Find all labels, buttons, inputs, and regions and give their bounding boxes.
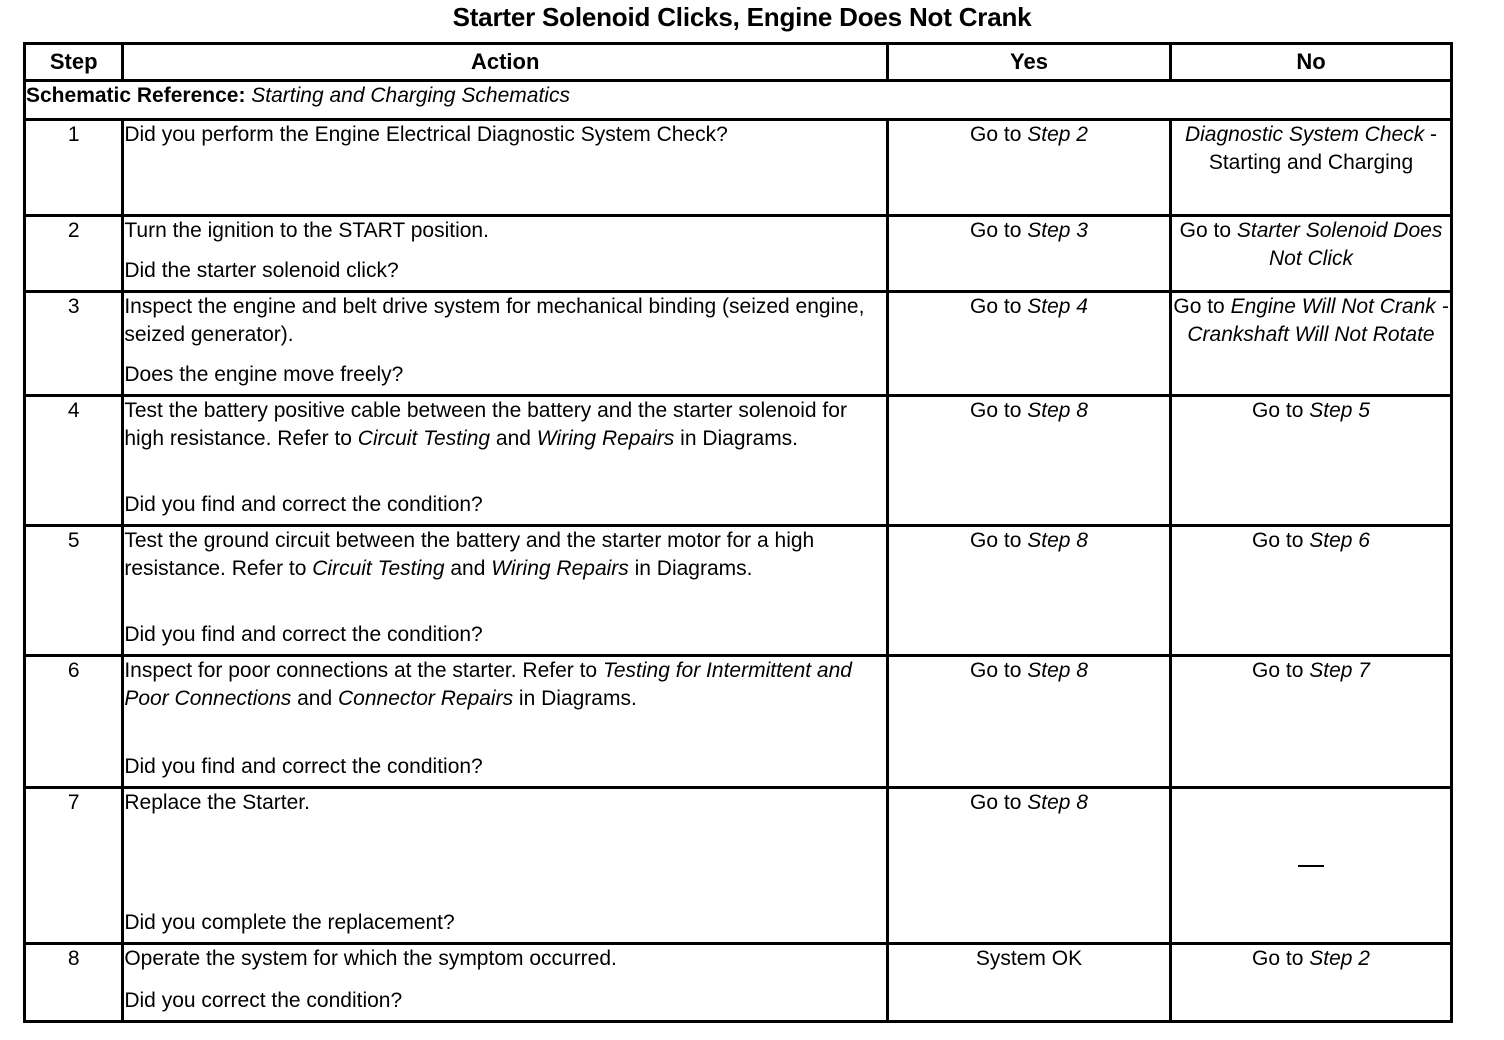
action-instruction	[124, 121, 886, 149]
reference-text: Step 8	[1027, 529, 1088, 552]
reference-text: Step 6	[1309, 529, 1370, 552]
action-cell	[123, 120, 888, 216]
action-question	[124, 257, 886, 285]
action-question	[124, 361, 886, 389]
yes-outcome	[888, 788, 1171, 944]
page-title: Starter Solenoid Clicks, Engine Does Not Crank	[452, 2, 1032, 32]
step-number: 1	[25, 120, 123, 216]
text-segment: in Diagrams.	[513, 687, 637, 710]
action-instruction	[124, 527, 886, 583]
text-segment: Go to	[1252, 399, 1310, 422]
text-segment: Go to	[970, 123, 1028, 146]
table-header-row	[25, 44, 1452, 81]
step-number: 5	[25, 526, 123, 656]
reference-text: Connector Repairs	[338, 687, 514, 710]
text-segment: Go to	[970, 295, 1028, 318]
yes-outcome	[888, 120, 1171, 216]
text-segment: Did you find and correct the condition?	[124, 493, 483, 516]
text-segment: Go to	[970, 791, 1028, 814]
text-segment: Did you find and correct the condition?	[124, 623, 483, 646]
reference-text: Step 4	[1027, 295, 1088, 318]
no-outcome	[1171, 656, 1452, 788]
no-outcome	[1171, 788, 1452, 944]
action-instruction	[124, 657, 886, 713]
yes-outcome	[888, 292, 1171, 396]
header-yes: Yes	[888, 44, 1171, 81]
text-segment: Did you find and correct the condition?	[124, 755, 483, 778]
step-number: 8	[25, 944, 123, 1022]
text-segment: Did you complete the replacement?	[124, 911, 455, 934]
action-question	[124, 909, 886, 937]
step-number: 6	[25, 656, 123, 788]
reference-text: Step 8	[1027, 791, 1088, 814]
action-question	[124, 491, 886, 519]
schematic-reference-label: Schematic Reference:	[26, 84, 246, 107]
action-cell	[123, 656, 888, 788]
reference-text: Wiring Repairs	[491, 557, 629, 580]
schematic-reference	[25, 81, 1452, 120]
header-step: Step	[25, 44, 123, 81]
action-cell	[123, 944, 888, 1022]
reference-text: Step 8	[1027, 659, 1088, 682]
diagnostic-table	[23, 42, 1453, 1023]
text-segment: Turn the ignition to the START position.	[124, 219, 489, 242]
step-number: 7	[25, 788, 123, 944]
reference-text: Diagnostic System Check	[1184, 123, 1425, 146]
text-segment: Did the starter solenoid click?	[124, 259, 399, 282]
action-question	[124, 753, 886, 781]
action-instruction	[124, 293, 886, 349]
text-segment: Go to	[1173, 295, 1231, 318]
table-body	[25, 81, 1452, 1022]
text-segment: Go to	[1252, 529, 1310, 552]
text-segment: Go to	[1252, 947, 1310, 970]
text-segment: Go to	[970, 399, 1028, 422]
text-segment: Does the engine move freely?	[124, 363, 404, 386]
text-segment: and	[444, 557, 492, 580]
text-segment: and	[490, 427, 537, 450]
table-row	[25, 656, 1452, 788]
text-segment: Did you correct the condition?	[124, 989, 403, 1012]
action-cell	[123, 526, 888, 656]
action-cell	[123, 396, 888, 526]
action-cell	[123, 292, 888, 396]
step-number: 2	[25, 216, 123, 292]
yes-outcome	[888, 526, 1171, 656]
no-outcome	[1171, 120, 1452, 216]
step-number: 3	[25, 292, 123, 396]
text-segment: Go to	[970, 529, 1028, 552]
reference-text: Step 5	[1309, 399, 1370, 422]
text-segment: Test the battery positive cable between the battery and the starter solenoid for high resistance. Refer to	[124, 399, 847, 450]
reference-text: Step 2	[1309, 947, 1370, 970]
text-segment: Go to	[1252, 659, 1310, 682]
header-no: No	[1171, 44, 1452, 81]
action-cell	[123, 216, 888, 292]
yes-outcome	[888, 944, 1171, 1022]
yes-outcome	[888, 656, 1171, 788]
reference-text: Step 3	[1027, 219, 1088, 242]
not-applicable-dash	[1298, 865, 1324, 867]
table-row	[25, 396, 1452, 526]
table-row	[25, 216, 1452, 292]
table-row	[25, 526, 1452, 656]
action-cell	[123, 788, 888, 944]
no-outcome	[1171, 526, 1452, 656]
action-instruction	[124, 789, 886, 817]
reference-text: Wiring Repairs	[536, 427, 675, 450]
reference-text: Testing for Intermittent and Poor Connections	[124, 659, 852, 710]
table-row	[25, 292, 1452, 396]
action-question	[124, 987, 886, 1015]
table-row	[25, 120, 1452, 216]
no-outcome	[1171, 216, 1452, 292]
schematic-reference-link: Starting and Charging Schematics	[251, 84, 570, 107]
action-instruction	[124, 217, 886, 245]
reference-text: Starter Solenoid Does Not Click	[1236, 219, 1443, 270]
text-segment: Inspect for poor connections at the starter. Refer to	[124, 659, 603, 682]
yes-outcome	[888, 216, 1171, 292]
text-segment: Go to	[1179, 219, 1237, 242]
text-segment: Replace the Starter.	[124, 791, 310, 814]
no-outcome	[1171, 292, 1452, 396]
reference-text: Engine Will Not Crank - Crankshaft Will Not Rotate	[1187, 295, 1449, 346]
reference-text: Circuit Testing	[357, 427, 491, 450]
reference-text: Step 2	[1027, 123, 1088, 146]
text-segment: System OK	[975, 947, 1083, 970]
no-outcome	[1171, 944, 1452, 1022]
text-segment: Operate the system for which the symptom occurred.	[124, 947, 617, 970]
no-outcome	[1171, 396, 1452, 526]
table-row	[25, 788, 1452, 944]
text-segment: in Diagrams.	[674, 427, 799, 450]
table-row	[25, 944, 1452, 1022]
action-instruction	[124, 945, 886, 973]
text-segment: in Diagrams.	[628, 557, 753, 580]
text-segment: and	[291, 687, 338, 710]
text-segment: Go to	[970, 219, 1028, 242]
text-segment: Inspect the engine and belt drive system for mechanical binding (seized engine, seized generator).	[124, 295, 865, 346]
header-action: Action	[123, 44, 888, 81]
reference-text: Step 8	[1027, 399, 1088, 422]
text-segment: Test the ground circuit between the battery and the starter motor for a high resistance. Refer to	[124, 529, 815, 580]
schematic-reference-row	[25, 81, 1452, 120]
text-segment: Did you perform the Engine Electrical Diagnostic System Check?	[124, 123, 728, 146]
reference-text: Step 7	[1309, 659, 1370, 682]
step-number: 4	[25, 396, 123, 526]
text-segment: Go to	[970, 659, 1028, 682]
reference-text: Circuit Testing	[312, 557, 445, 580]
action-instruction	[124, 397, 886, 453]
yes-outcome	[888, 396, 1171, 526]
action-question	[124, 621, 886, 649]
text-segment: - Starting and Charging	[1208, 123, 1438, 174]
